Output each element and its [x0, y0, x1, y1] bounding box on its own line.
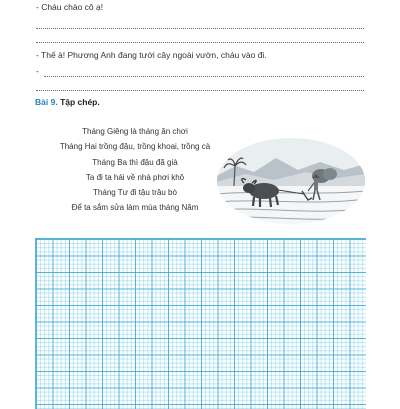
exercise-number: Bài 9. [35, 97, 58, 107]
writing-grid[interactable] [35, 238, 366, 409]
answer-line-1[interactable] [36, 28, 364, 29]
poem-line: Tháng Tư đi tậu trâu bò [93, 188, 177, 198]
poem-line: Tháng Giêng là tháng ăn chơi [82, 127, 188, 136]
poem-line: Để ta sắm sửa làm mùa tháng Năm [71, 203, 199, 213]
dialogue-line-1: - Cháu chào cô ạ! [36, 2, 104, 12]
answer-line-2[interactable] [36, 42, 364, 43]
poem-line: Tháng Ba thì đậu đã già [92, 157, 178, 167]
dialogue-line-2: - Thế à! Phương Anh đang tưới cây ngoài vườn, cháu vào đi. [36, 50, 267, 60]
farmer-plowing-illustration [216, 136, 366, 226]
answer-line-3[interactable] [44, 76, 364, 77]
exercise-title: Tập chép. [60, 97, 100, 107]
poem-line: Tháng Hai trồng đậu, trồng khoai, trồng cà [59, 142, 211, 152]
poem [40, 124, 230, 216]
dialogue-dash: - [36, 66, 39, 76]
exercise-heading [35, 97, 100, 107]
answer-line-4[interactable] [36, 90, 364, 91]
poem-line: Ta đi ta hái về nhà phơi khô [85, 172, 185, 182]
